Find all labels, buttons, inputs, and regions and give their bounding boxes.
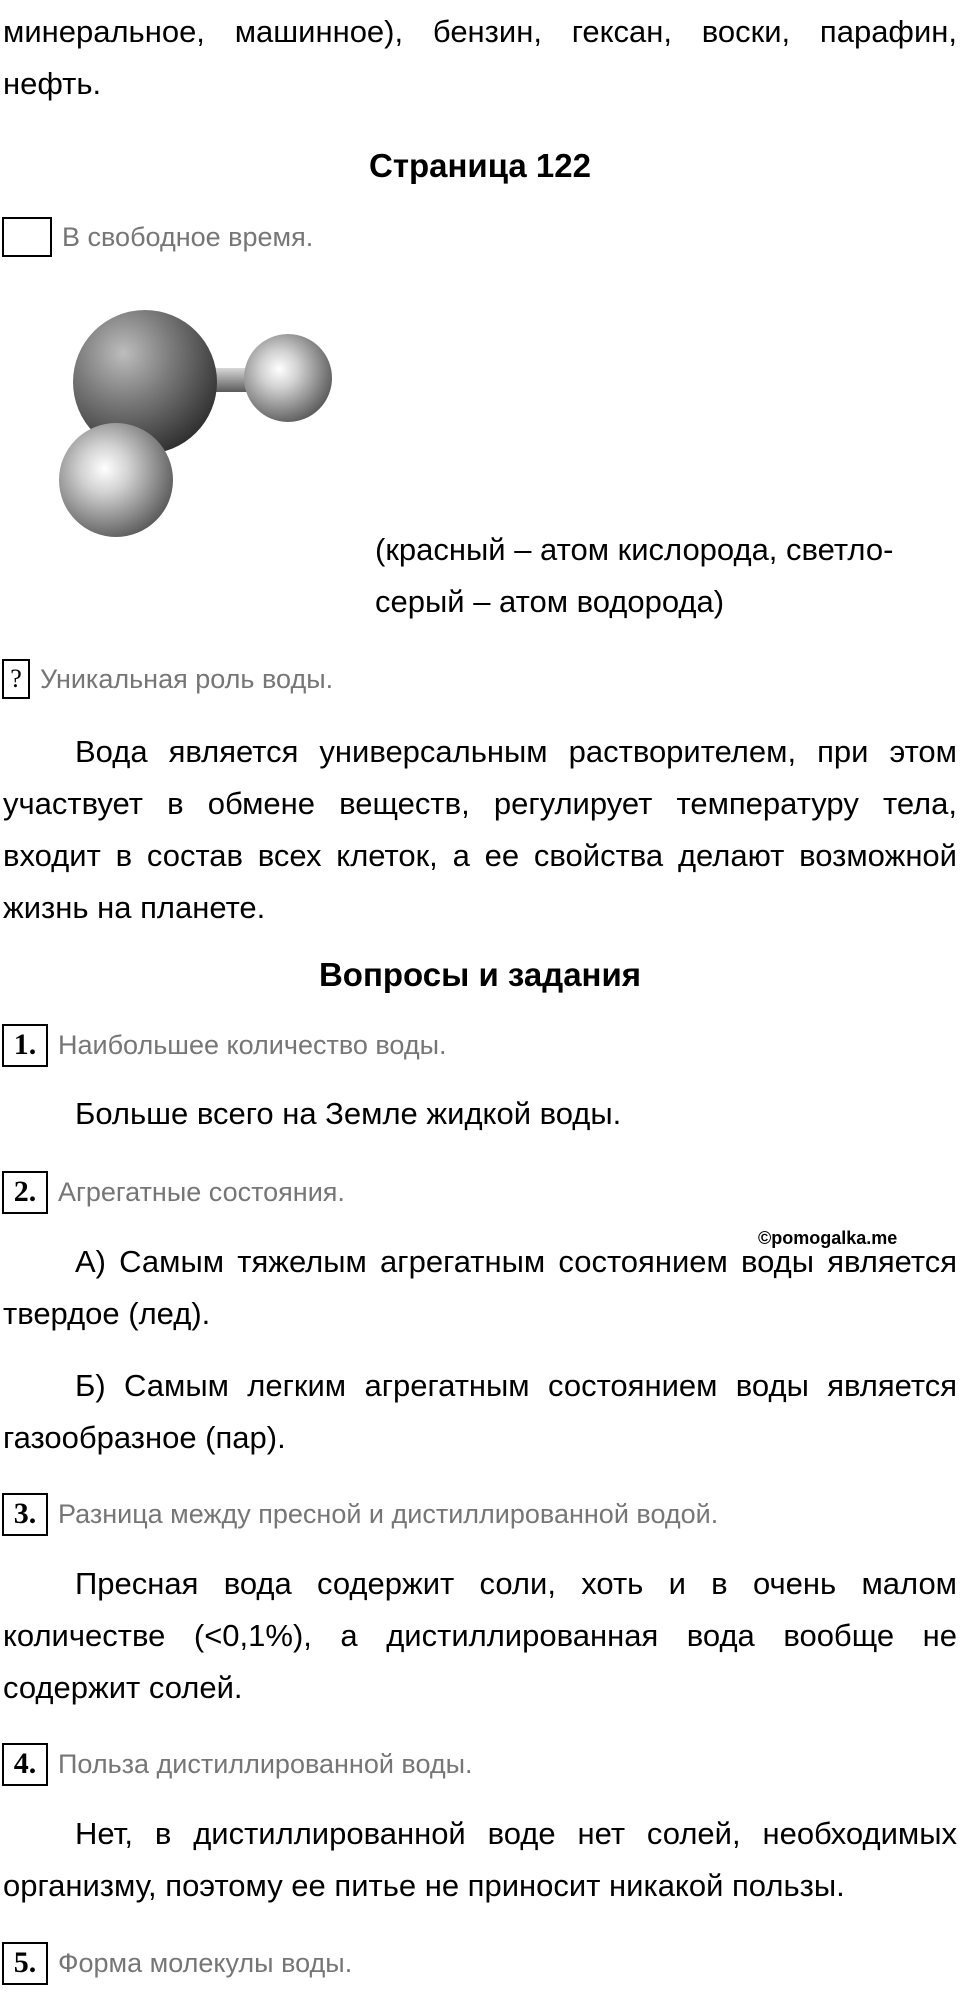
questions-heading: Вопросы и задания bbox=[318, 956, 642, 993]
task-2 bbox=[2, 1169, 345, 1215]
task-3 bbox=[2, 1491, 718, 1537]
task-number-box: 2. bbox=[2, 1171, 48, 1214]
task-number-box: 4. bbox=[2, 1743, 48, 1786]
task-1 bbox=[2, 1022, 447, 1068]
task-3-answer: Пресная вода содержит соли, хоть и в очень малом количестве (<0,1%), а дистиллированная вода вообще не содержит солей. bbox=[3, 1566, 957, 1705]
task-4-answer: Нет, в дистиллированной воде нет солей, необходимых организму, поэтому ее питье не приносит никакой пользы. bbox=[3, 1816, 957, 1903]
hydrogen-atom-right bbox=[244, 334, 332, 422]
task-2-answer-a: А) Самым тяжелым агрегатным состоянием воды является твердое (лед). bbox=[3, 1244, 957, 1331]
molecule-caption bbox=[3, 524, 957, 628]
watermark: ©pomogalka.me bbox=[758, 1228, 898, 1248]
task-2-title: Агрегатные состояния. bbox=[58, 1176, 345, 1207]
task-free-time bbox=[2, 214, 313, 260]
task-unique-role-title: Уникальная роль воды. bbox=[40, 663, 334, 694]
empty-checkbox-icon bbox=[2, 217, 52, 257]
task-5 bbox=[2, 1940, 352, 1986]
task-2-answer-b: Б) Самым легким агрегатным состоянием воды является газообразное (пар). bbox=[3, 1368, 957, 1455]
task-number-box: 1. bbox=[2, 1024, 48, 1067]
task-4 bbox=[2, 1741, 473, 1787]
question-mark-icon: ? bbox=[2, 659, 30, 699]
task-3-title: Разница между пресной и дистиллированной водой. bbox=[58, 1498, 719, 1529]
task-1-answer: Больше всего на Земле жидкой воды. bbox=[75, 1096, 622, 1131]
hydrogen-atom-bottom bbox=[59, 423, 173, 537]
task-5-title: Форма молекулы воды. bbox=[58, 1947, 353, 1978]
task-number-box: 5. bbox=[2, 1942, 48, 1985]
molecule-caption-text: (красный – атом кислорода, светло-серый – атом водорода) bbox=[375, 532, 894, 619]
task-unique-role bbox=[2, 656, 333, 702]
task-4-title: Польза дистиллированной воды. bbox=[58, 1748, 473, 1779]
page-heading: Страница 122 bbox=[369, 147, 591, 184]
task-free-time-title: В свободное время. bbox=[62, 221, 314, 252]
water-molecule-image bbox=[30, 310, 350, 550]
unique-role-answer: Вода является универсальным растворителем, при этом участвует в обмене веществ, регулирует температуру тела, входит в состав всех клеток, а ее свойства делают возможной жизнь на планете. bbox=[3, 734, 957, 925]
task-number-box: 3. bbox=[2, 1493, 48, 1536]
task-1-title: Наибольшее количество воды. bbox=[58, 1029, 447, 1060]
intro-paragraph: минеральное, машинное), бензин, гексан, воски, парафин, нефть. bbox=[3, 14, 957, 101]
